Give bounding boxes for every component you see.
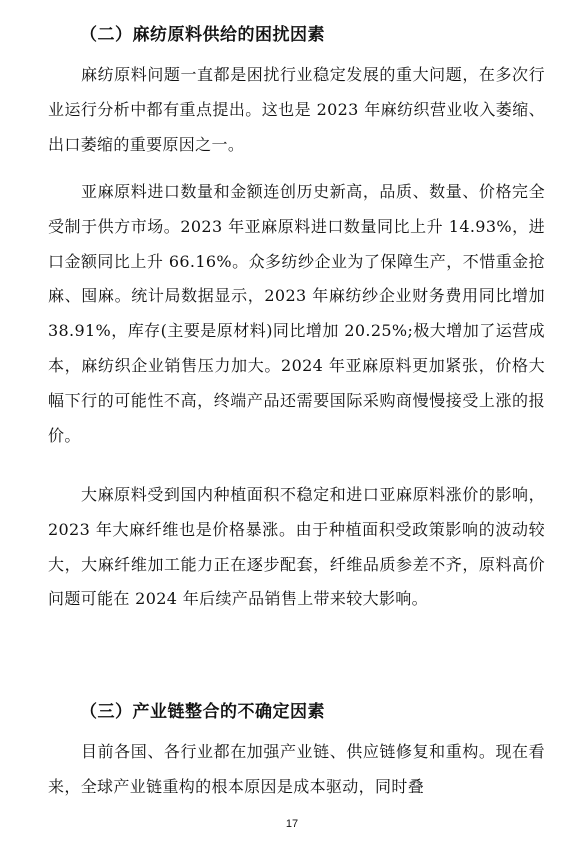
paragraph-flax-imports: 亚麻原料进口数量和金额连创历史新高，品质、数量、价格完全受制于供方市场。2023 年亚麻原料进口数量同比上升 14.93%，进口金额同比上升 66.16%。众多纺纱企业为了保障生产，不惜重金抢麻、囤麻。统计局数据显示，2023 年麻纺纱企业财务费用同比增加 38.91%，库存(主要是原材料)同比增加 20.25%;极大增加了运营成本，麻纺织企业销售压力加大。2024 年亚麻原料更加紧张，价格大幅下行的可能性不高，终端产品还需要国际采购商慢慢接受上涨的报价。 [48, 182, 545, 445]
paragraph-raw-material-problem: 麻纺原料问题一直都是困扰行业稳定发展的重大问题，在多次行业运行分析中都有重点提出。这也是 2023 年麻纺织营业收入萎缩、出口萎缩的重要原因之一。 [48, 65, 545, 154]
section-heading-industry-chain: （三）产业链整合的不确定因素 [80, 702, 325, 722]
page-number: 17 [285, 818, 299, 830]
section-heading-raw-material: （二）麻纺原料供给的困扰因素 [80, 25, 325, 45]
paragraph-industry-chain: 目前各国、各行业都在加强产业链、供应链修复和重构。现在看来，全球产业链重构的根本原因是成本驱动，同时叠 [48, 742, 545, 796]
paragraph-hemp-prices: 大麻原料受到国内种植面积不稳定和进口亚麻原料涨价的影响，2023 年大麻纤维也是价格暴涨。由于种植面积受政策影响的波动较大，大麻纤维加工能力正在逐步配套，纤维品质参差不齐，原料高价问题可能在 2024 年后续产品销售上带来较大影响。 [48, 485, 545, 609]
